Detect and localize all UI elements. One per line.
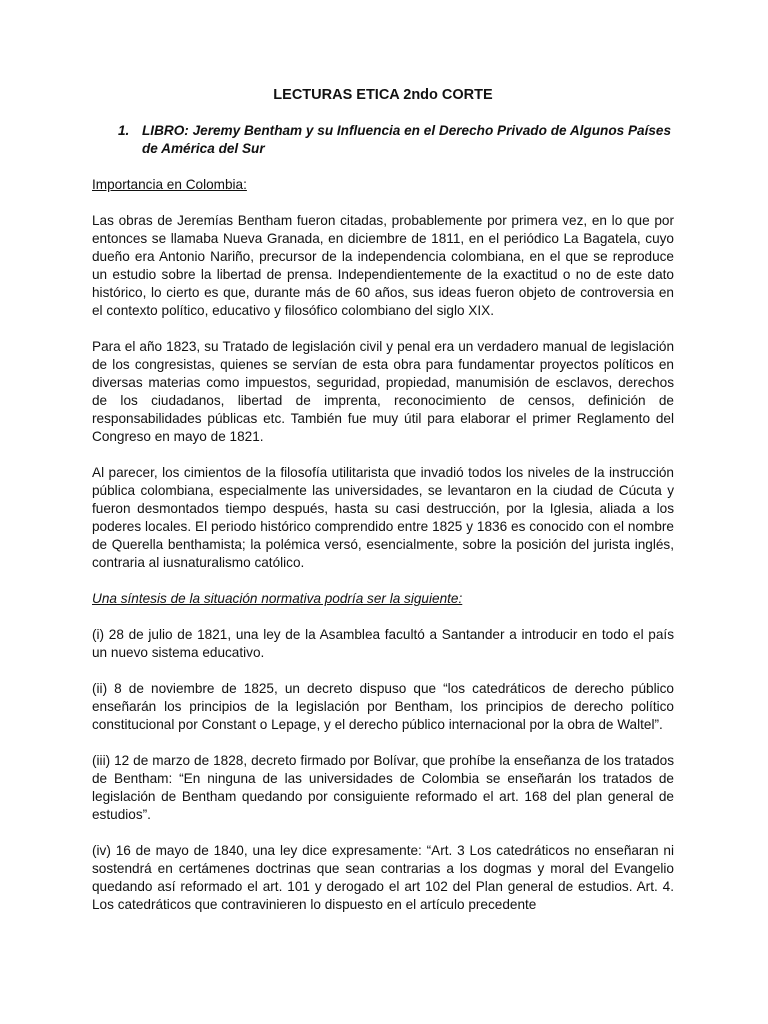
book-heading [118, 122, 674, 158]
list-item: (ii) 8 de noviembre de 1825, un decreto dispuso que “los catedráticos de derecho público enseñarán los principios de la legislación por Bentham, los principios de derecho político constitucional por Constant o Lepage, y el derecho público internacional por la obra de Waltel”. [92, 681, 674, 732]
document-title: LECTURAS ETICA 2ndo CORTE [273, 87, 493, 103]
section-heading: Importancia en Colombia: [92, 177, 247, 192]
book-number: 1. [118, 123, 130, 138]
list-item: (i) 28 de julio de 1821, una ley de la Asamblea facultó a Santander a introducir en todo el país un nuevo sistema educativo. [92, 627, 674, 660]
paragraph: Las obras de Jeremías Bentham fueron citadas, probablemente por primera vez, en lo que por entonces se llamaba Nueva Granada, en diciembre de 1811, en el periódico La Bagatela, cuyo dueño era Antonio Nariño, precursor de la independencia colombiana, en el que se reproduce un estudio sobre la libertad de prensa. Independientemente de la exactitud o no de este dato histórico, lo cierto es que, durante más de 60 años, sus ideas fueron objeto de controversia en el contexto político, educativo y filosófico colombiano del siglo XIX. [92, 213, 674, 318]
list-item: (iii) 12 de marzo de 1828, decreto firmado por Bolívar, que prohíbe la enseñanza de los tratados de Bentham: “En ninguna de las universidades de Colombia se enseñarán los tratados de legislación de Bentham quedando por consiguiente reformado el art. 168 del plan general de estudios”. [92, 753, 674, 822]
paragraph: Al parecer, los cimientos de la filosofía utilitarista que invadió todos los niveles de la instrucción pública colombiana, especialmente las universidades, se levantaron en la ciudad de Cúcuta y fueron desmontados tiempo después, hasta su casi destrucción, por la Iglesia, aliada a los poderes locales. El periodo histórico comprendido entre 1825 y 1836 es conocido con el nombre de Querella benthamista; la polémica versó, esencialmente, sobre la posición del jurista inglés, contraria al iusnaturalismo católico. [92, 465, 674, 570]
document-page [92, 86, 674, 932]
synthesis-heading: Una síntesis de la situación normativa podría ser la siguiente: [92, 591, 463, 606]
paragraph: Para el año 1823, su Tratado de legislación civil y penal era un verdadero manual de legislación de los congresistas, quienes se servían de esta obra para fundamentar proyectos políticos en diversas materias como impuestos, seguridad, propiedad, manumisión de esclavos, derechos de los ciudadanos, libertad de imprenta, reconocimiento de censos, definición de responsabilidades públicas etc. También fue muy útil para elaborar el primer Reglamento del Congreso en mayo de 1821. [92, 339, 674, 444]
book-title: LIBRO: Jeremy Bentham y su Influencia en el Derecho Privado de Algunos Países de América del Sur [142, 123, 672, 156]
list-item: (iv) 16 de mayo de 1840, una ley dice expresamente: “Art. 3 Los catedráticos no enseñaran ni sostendrá en certámenes doctrinas que sean contrarias a los dogmas y moral del Evangelio quedando así reformado el art. 101 y derogado el art 102 del Plan general de estudios. Art. 4. Los catedráticos que contravinieren lo dispuesto en el artículo precedente [92, 843, 674, 912]
